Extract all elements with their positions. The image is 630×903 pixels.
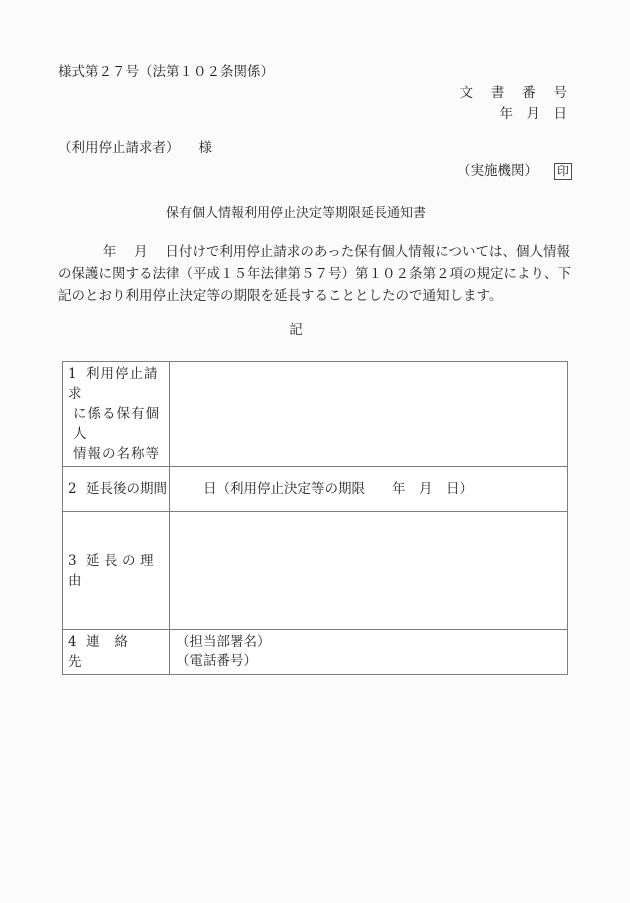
document-title: 保有個人情報利用停止決定等期限延長通知書 — [165, 206, 426, 221]
label-cell-information-name — [63, 362, 170, 467]
row-number: 1 — [68, 366, 77, 382]
row-number: 4 — [68, 634, 77, 650]
seal-stamp-mark: 印 — [554, 163, 572, 180]
label-line: に係る保有個人 — [73, 406, 160, 442]
extended-period-value: 日（利用停止決定等の期限 年 月 日） — [176, 481, 473, 497]
addressee-line — [58, 138, 630, 159]
label-line: 情報の名称等 — [73, 446, 160, 462]
paragraph-line: 記のとおり利用停止決定等の期限を延長することとしたので通知します。 — [58, 288, 503, 304]
addressee-label: （利用停止請求者） — [58, 140, 180, 156]
honorific-label: 様 — [198, 140, 212, 156]
label-cell-extended-period — [63, 467, 170, 512]
details-table — [62, 361, 568, 675]
label-line — [68, 364, 167, 404]
issuer-line — [0, 161, 572, 182]
value-cell-extended-period — [170, 467, 568, 512]
issuer-label: （実施機関） — [457, 163, 538, 179]
body-paragraph — [58, 241, 574, 307]
value-cell-extension-reason — [170, 512, 568, 630]
paragraph-line: の保護に関する法律（平成１５年法律第５７号）第１０２条第２項の規定により、下 — [58, 266, 571, 282]
label-text: 延長の理由 — [68, 552, 158, 589]
row-number: 2 — [68, 481, 77, 497]
contact-department-placeholder: （担当部署名） — [176, 633, 271, 650]
label-text: 連絡先 — [68, 634, 143, 670]
label-cell-extension-reason — [63, 512, 170, 630]
contact-phone-placeholder: （電話番号） — [176, 653, 257, 669]
table-row-extended-period — [63, 467, 568, 512]
record-marker: 記 — [289, 322, 303, 338]
date-placeholder: 年 月 日 — [499, 106, 567, 122]
label-cell-contact — [63, 630, 170, 675]
table-row-name-of-information — [63, 362, 568, 467]
paragraph-line: 年 月 日付けで利用停止請求のあった保有個人情報については、個人情報 — [58, 244, 570, 260]
label-text: 利用停止請求 — [68, 366, 159, 402]
table-row-contact — [63, 630, 568, 675]
value-cell-contact — [170, 630, 568, 675]
form-number: 様式第２７号（法第１０２条関係） — [58, 64, 274, 80]
label-text: 延長後の期間 — [86, 481, 167, 497]
value-cell-information-name — [170, 362, 568, 467]
row-number: 3 — [68, 552, 77, 569]
table-row-extension-reason — [63, 512, 568, 630]
document-number-label: 文 書 番 号 — [459, 85, 567, 101]
